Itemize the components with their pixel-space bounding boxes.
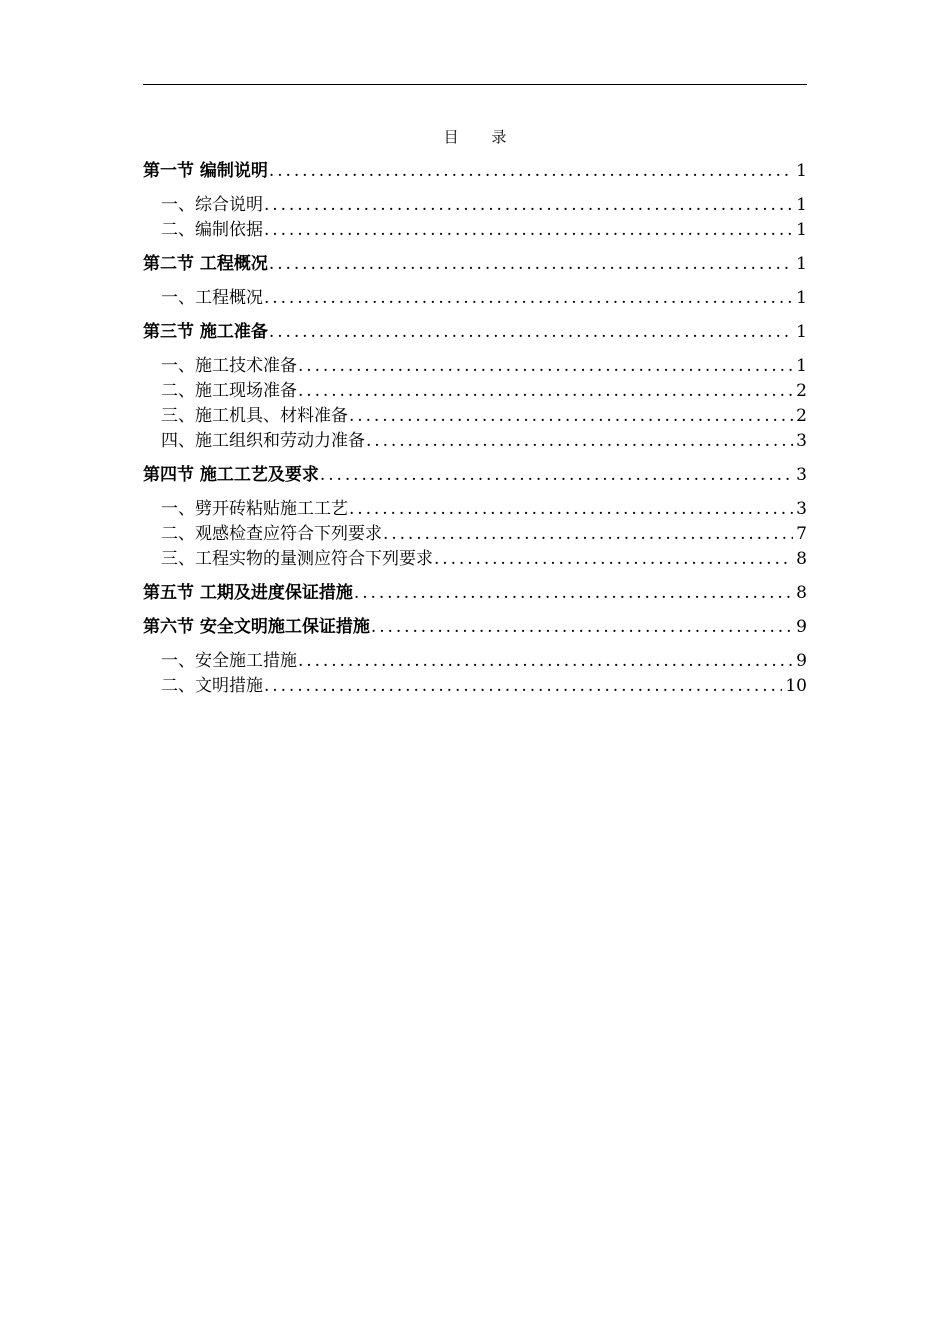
- toc-page-number: 9: [796, 651, 807, 671]
- toc-dot-leader: [349, 497, 793, 522]
- toc-dot-leader: [298, 649, 793, 674]
- toc-entry-label: 一、劈开砖粘贴施工工艺: [161, 499, 348, 519]
- toc-subsection-entry[interactable]: [143, 522, 807, 547]
- toc-dot-leader: [269, 320, 793, 345]
- toc-page-number: 8: [796, 549, 807, 569]
- toc-entry-label: 第四节 施工工艺及要求: [143, 465, 319, 485]
- toc-entry-label: 三、施工机具、材料准备: [161, 406, 348, 426]
- toc-page-number: 9: [796, 617, 807, 637]
- table-of-contents: [143, 159, 807, 699]
- toc-entry-label: 第六节 安全文明施工保证措施: [143, 617, 370, 637]
- toc-subsection-entry[interactable]: [143, 547, 807, 572]
- toc-dot-leader: [298, 379, 793, 404]
- toc-dot-leader: [349, 404, 793, 429]
- toc-entry-label: 二、施工现场准备: [161, 381, 297, 401]
- toc-dot-leader: [354, 581, 793, 606]
- toc-subsection-entry[interactable]: [143, 354, 807, 379]
- toc-dot-leader: [264, 286, 793, 311]
- toc-page-number: 3: [796, 465, 807, 485]
- toc-section-entry[interactable]: [143, 252, 807, 277]
- toc-section-entry[interactable]: [143, 615, 807, 640]
- toc-dot-leader: [264, 193, 793, 218]
- toc-page-number: 7: [796, 524, 807, 544]
- toc-entry-label: 第一节 编制说明: [143, 161, 268, 181]
- toc-entry-label: 一、安全施工措施: [161, 651, 297, 671]
- toc-entry-label: 第五节 工期及进度保证措施: [143, 583, 353, 603]
- toc-page-number: 1: [796, 356, 807, 376]
- toc-dot-leader: [371, 615, 793, 640]
- toc-subsection-entry[interactable]: [143, 429, 807, 454]
- toc-entry-label: 三、工程实物的量测应符合下列要求: [161, 549, 433, 569]
- toc-entry-label: 一、施工技术准备: [161, 356, 297, 376]
- toc-subsection-entry[interactable]: [143, 286, 807, 311]
- toc-section-entry[interactable]: [143, 159, 807, 184]
- toc-entry-label: 第二节 工程概况: [143, 254, 268, 274]
- toc-dot-leader: [269, 252, 793, 277]
- toc-entry-label: 二、观感检查应符合下列要求: [161, 524, 382, 544]
- toc-dot-leader: [383, 522, 793, 547]
- toc-dot-leader: [298, 354, 793, 379]
- toc-dot-leader: [366, 429, 793, 454]
- toc-page-number: 3: [796, 499, 807, 519]
- toc-page-number: 10: [785, 676, 807, 696]
- toc-title: 目 录: [443, 128, 521, 146]
- toc-subsection-entry[interactable]: [143, 497, 807, 522]
- toc-subsection-entry[interactable]: [143, 193, 807, 218]
- header-rule: [143, 84, 807, 85]
- toc-page-number: 1: [796, 254, 807, 274]
- toc-entry-label: 一、工程概况: [161, 288, 263, 308]
- toc-dot-leader: [320, 463, 793, 488]
- toc-dot-leader: [264, 674, 782, 699]
- toc-page-number: 1: [796, 322, 807, 342]
- toc-dot-leader: [269, 159, 793, 184]
- toc-entry-label: 四、施工组织和劳动力准备: [161, 431, 365, 451]
- toc-page-number: 2: [796, 381, 807, 401]
- toc-page-number: 8: [796, 583, 807, 603]
- toc-page-number: 1: [796, 161, 807, 181]
- toc-dot-leader: [264, 218, 793, 243]
- toc-entry-label: 第三节 施工准备: [143, 322, 268, 342]
- toc-section-entry[interactable]: [143, 463, 807, 488]
- toc-page-number: 1: [796, 220, 807, 240]
- toc-page-number: 1: [796, 195, 807, 215]
- toc-section-entry[interactable]: [143, 320, 807, 345]
- toc-subsection-entry[interactable]: [143, 218, 807, 243]
- toc-subsection-entry[interactable]: [143, 674, 807, 699]
- toc-dot-leader: [434, 547, 793, 572]
- toc-subsection-entry[interactable]: [143, 649, 807, 674]
- toc-entry-label: 二、文明措施: [161, 676, 263, 696]
- toc-page-number: 3: [796, 431, 807, 451]
- toc-subsection-entry[interactable]: [143, 379, 807, 404]
- toc-section-entry[interactable]: [143, 581, 807, 606]
- toc-page-number: 2: [796, 406, 807, 426]
- toc-entry-label: 二、编制依据: [161, 220, 263, 240]
- toc-subsection-entry[interactable]: [143, 404, 807, 429]
- toc-page-number: 1: [796, 288, 807, 308]
- toc-entry-label: 一、综合说明: [161, 195, 263, 215]
